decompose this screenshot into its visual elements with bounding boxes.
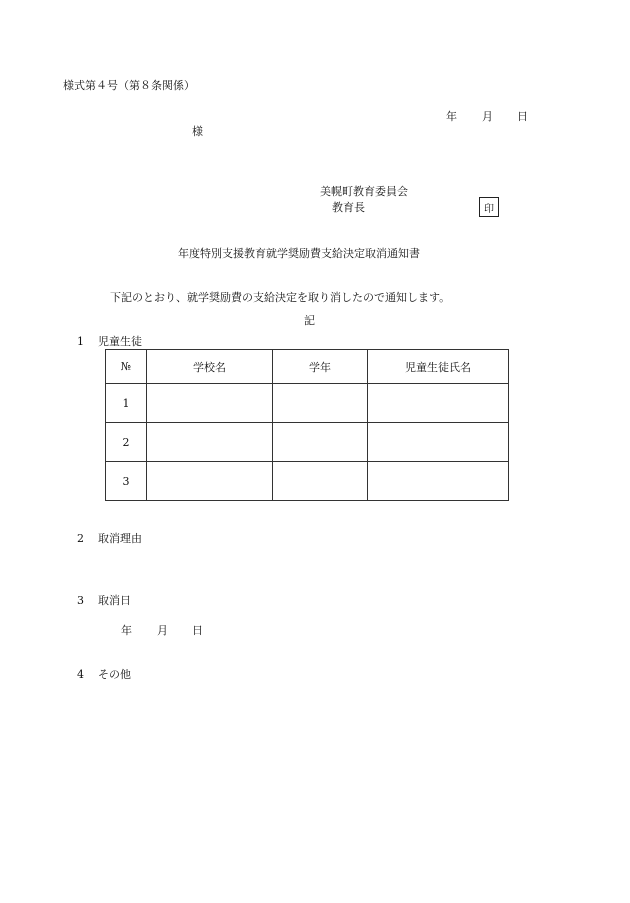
table-header-row [106,350,509,384]
section-3-label: 取消日 [98,594,131,607]
header-no: № [106,350,147,384]
document-title: 年度特別支援教育就学奨励費支給決定取消通知書 [178,247,420,260]
table-row [106,462,509,501]
issuer-title: 教育長 [332,201,365,214]
table-row [106,384,509,423]
body-text: 下記のとおり、就学奨励費の支給決定を取り消したので通知します。 [110,291,451,304]
row-school [147,423,273,462]
section-3-number: 3 [77,594,84,607]
section-2-number: 2 [77,532,84,545]
issuer-organization: 美幌町教育委員会 [320,185,408,198]
row-school [147,384,273,423]
row-no: 3 [106,462,147,501]
section-1-number: 1 [77,335,84,348]
ki-heading: 記 [304,314,315,327]
date-day: 日 [517,110,528,123]
section-4-label: その他 [98,668,131,681]
date-year: 年 [446,110,457,123]
date-month: 月 [482,110,493,123]
row-school [147,462,273,501]
row-student-name [368,384,509,423]
row-grade [273,462,368,501]
header-student-name: 児童生徒氏名 [368,350,509,384]
header-school: 学校名 [147,350,273,384]
row-student-name [368,462,509,501]
row-student-name [368,423,509,462]
seal-box: 印 [479,197,499,217]
section-2-label: 取消理由 [98,532,142,545]
section-1-label: 児童生徒 [98,335,142,348]
row-no: 2 [106,423,147,462]
header-grade: 学年 [273,350,368,384]
cancel-date-year: 年 [121,624,132,637]
section-4-number: 4 [77,668,84,681]
row-grade [273,384,368,423]
row-grade [273,423,368,462]
row-no: 1 [106,384,147,423]
form-label: 様式第４号（第８条関係） [63,79,195,92]
addressee-suffix: 様 [192,125,203,138]
students-table [105,349,509,501]
cancel-date-day: 日 [192,624,203,637]
table-row [106,423,509,462]
cancel-date-month: 月 [157,624,168,637]
